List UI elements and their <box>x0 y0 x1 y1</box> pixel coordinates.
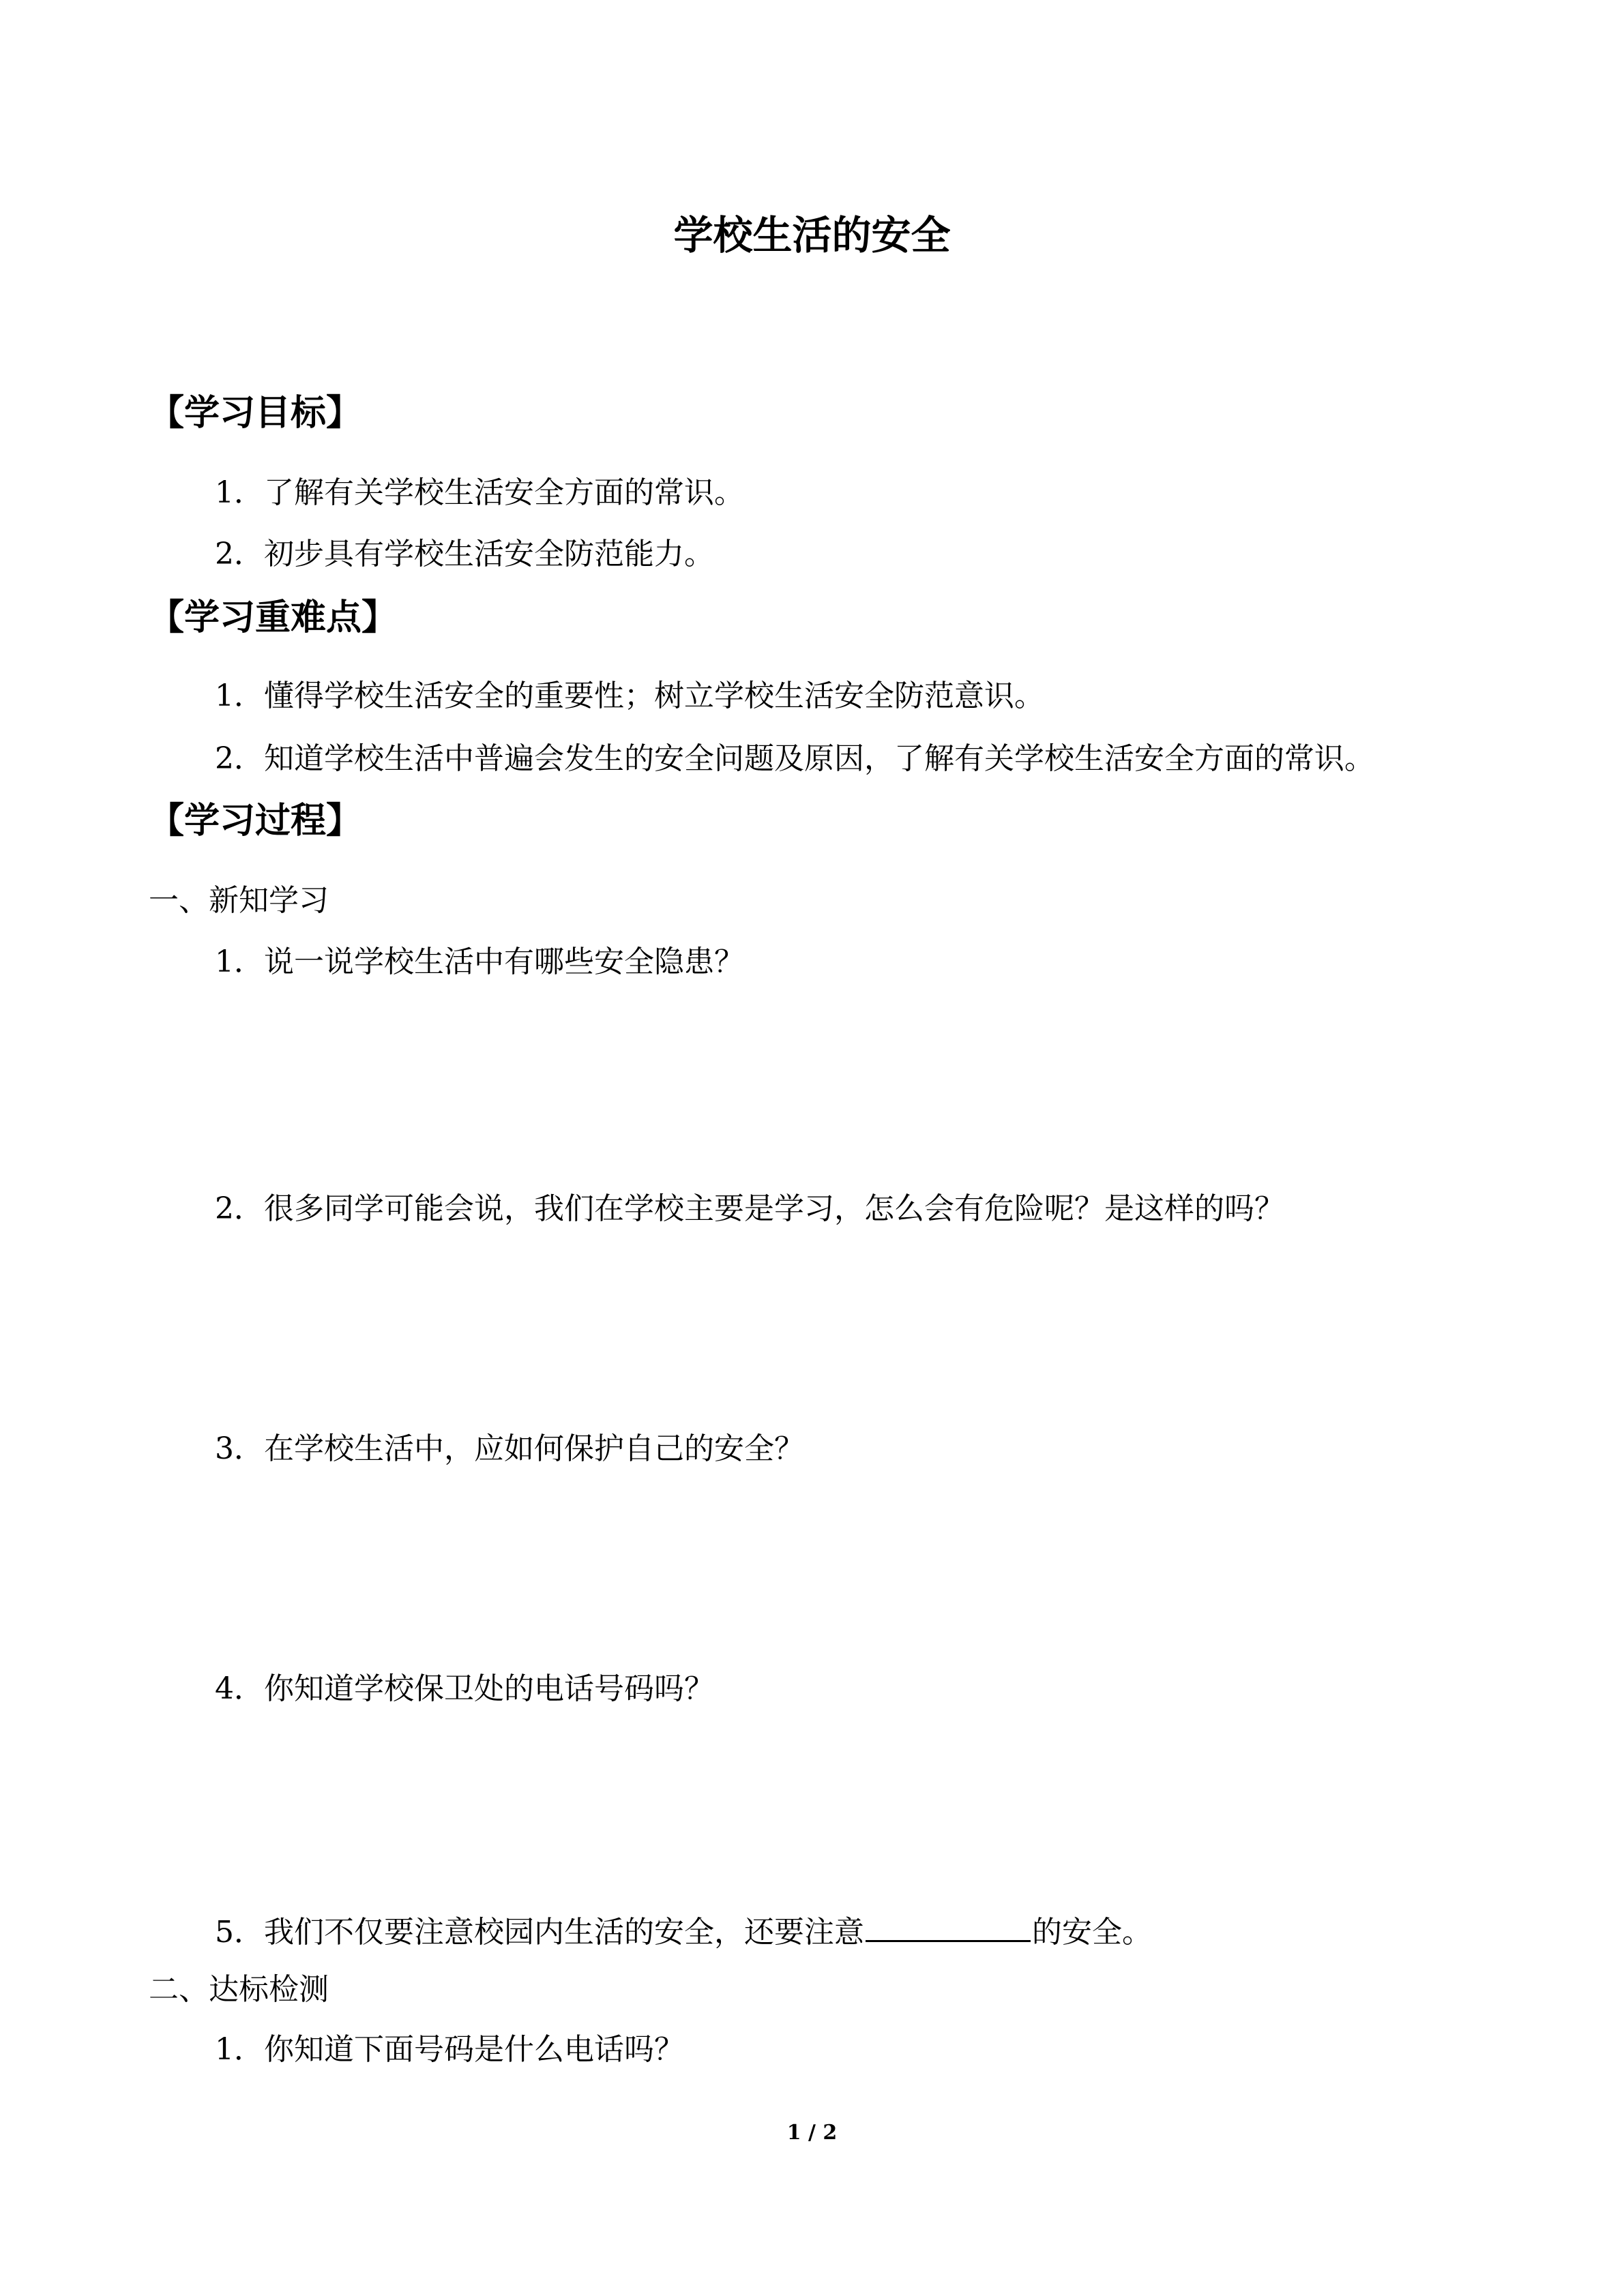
question-5 <box>215 1907 1152 1954</box>
question-3: 3．在学校生活中，应如何保护自己的安全？ <box>215 1431 804 1466</box>
section-heading-key-points: 【学习重难点】 <box>149 597 398 638</box>
section-heading-process: 【学习过程】 <box>149 800 362 841</box>
part-label-assessment: 二、达标检测 <box>149 1972 329 2007</box>
page-title: 学校生活的安全 <box>673 212 951 258</box>
assessment-question-1: 1．你知道下面号码是什么电话吗？ <box>215 2032 684 2067</box>
fill-in-blank[interactable] <box>866 1907 1031 1942</box>
question-1: 1．说一说学校生活中有哪些安全隐患？ <box>215 944 744 979</box>
question-2: 2．很多同学可能会说，我们在学校主要是学习，怎么会有危险呢？是这样的吗？ <box>215 1191 1284 1226</box>
question-5-before: 5．我们不仅要注意校园内生活的安全，还要注意 <box>215 1915 864 1950</box>
page-number: 1 / 2 <box>786 2121 838 2145</box>
goal-item-1: 1．了解有关学校生活安全方面的常识。 <box>215 475 744 510</box>
question-4: 4．你知道学校保卫处的电话号码吗？ <box>215 1671 714 1706</box>
goal-item-2: 2．初步具有学校生活安全防范能力。 <box>215 537 714 571</box>
part-label-new-knowledge: 一、新知学习 <box>149 883 329 918</box>
key-point-item-2: 2．知道学校生活中普遍会发生的安全问题及原因，了解有关学校生活安全方面的常识。 <box>215 741 1374 776</box>
key-point-item-1: 1．懂得学校生活安全的重要性；树立学校生活安全防范意识。 <box>215 679 1044 713</box>
question-5-after: 的安全。 <box>1032 1915 1152 1950</box>
section-heading-goals: 【学习目标】 <box>149 392 362 434</box>
